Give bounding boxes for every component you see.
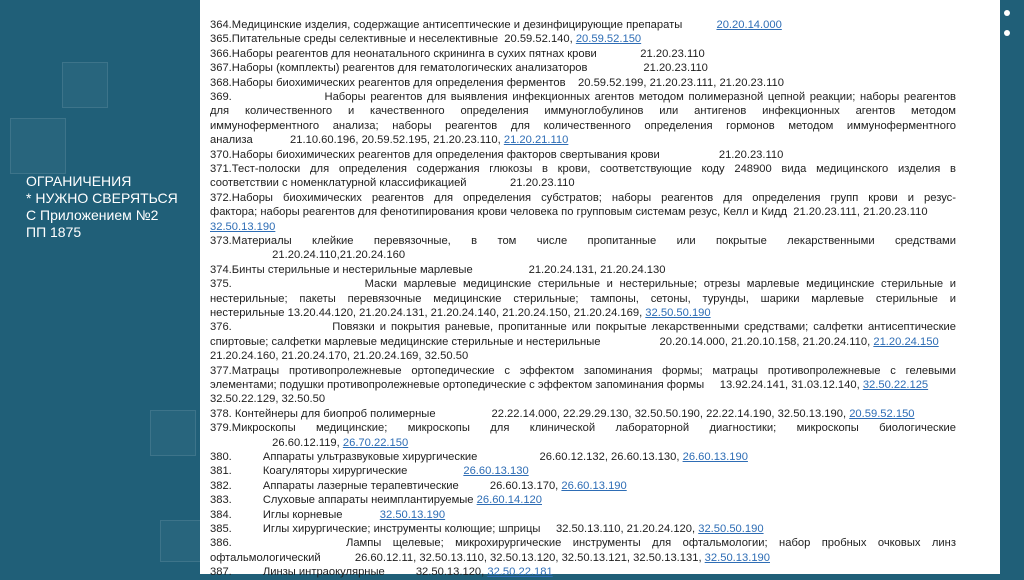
restrictions-note-line: ПП 1875 xyxy=(26,224,82,240)
document-text xyxy=(210,18,956,580)
line-text: 383. Слуховые аппараты неимплантируемые xyxy=(210,494,477,507)
okpd2-code-link[interactable]: 26.70.22.150 xyxy=(342,436,409,449)
line-text: фактора; наборы реагентов для фенотипирования крови человека по групповым системам резус, Келл и Кидд 21.20.23.111, 21.20.23.110 xyxy=(210,206,928,219)
line-text: нестерильные; пакеты перевязочные медицинские стерильные; тампоны, сетоны, турунды, шарики марлевые стерильные и xyxy=(210,292,956,305)
okpd2-code-link[interactable]: 26.60.14.120 xyxy=(476,494,542,507)
document-line xyxy=(210,32,956,46)
okpd2-code-link[interactable]: 26.60.13.130 xyxy=(463,465,529,478)
document-line xyxy=(210,306,956,320)
line-text: 380. Аппараты ультразвуковые хирургические 26.60.12.132, 26.60.13.130, xyxy=(210,451,683,464)
line-text: 371.Тест-полоски для определения содержания глюкозы в крови, соответствующие коду 248900 вида медицинского изделия в xyxy=(210,163,956,176)
document-line xyxy=(210,392,956,406)
document-line xyxy=(210,421,956,435)
line-text: 385. Иглы хирургические; инструменты колющие; шприцы 32.50.13.110, 21.20.24.120, xyxy=(210,523,699,536)
document-line xyxy=(210,119,956,133)
document-line xyxy=(210,234,956,248)
line-text: офтальмологический 26.60.12.11, 32.50.13.110, 32.50.13.120, 32.50.13.121, 32.50.13.131, xyxy=(210,551,705,564)
restrictions-note-line: ОГРАНИЧЕНИЯ xyxy=(26,173,132,189)
line-text: анализа 21.10.60.196, 20.59.52.195, 21.20.23.110, xyxy=(210,134,504,147)
okpd2-code-link[interactable]: 32.50.22.125 xyxy=(862,379,929,391)
line-text: 21.20.24.160, 21.20.24.170, 21.20.24.169, 32.50.50 xyxy=(210,350,469,363)
line-text: спиртовые; салфетки марлевые медицинские стерильные и нестерильные 20.20.14.000, 21.20.10.158, 21.20.24.110, xyxy=(210,335,874,348)
restrictions-note-line: * НУЖНО СВЕРЯТЬСЯ xyxy=(26,190,178,206)
line-text: 386. Лампы щелевые; микрохирургические инструменты для офтальмологии; набор пробных очковых линз xyxy=(210,537,956,550)
document-line xyxy=(210,76,956,90)
document-line xyxy=(210,378,956,392)
line-text: 365.Питательные среды селективные и неселективные 20.59.52.140, xyxy=(210,33,576,46)
line-text: 375. Маски марлевые медицинские стерильные и нестерильные; отрезы марлевые медицинские стерильные и xyxy=(210,278,956,291)
restrictions-note xyxy=(26,173,196,241)
document-line xyxy=(210,191,956,205)
okpd2-code-link[interactable]: 26.60.13.190 xyxy=(561,479,627,492)
okpd2-code-link[interactable]: 20.20.14.000 xyxy=(716,19,782,31)
okpd2-code-link[interactable]: 20.59.52.150 xyxy=(849,407,915,420)
line-text: 370.Наборы биохимических реагентов для определения факторов свертывания крови 21.20.23.110 xyxy=(210,148,784,161)
document-line xyxy=(210,248,956,262)
left-panel xyxy=(0,0,200,574)
document-line xyxy=(210,349,956,363)
document-line xyxy=(210,407,956,421)
document-line xyxy=(210,551,956,565)
okpd2-code-link[interactable]: 32.50.13.190 xyxy=(210,220,276,233)
document-line xyxy=(210,133,956,147)
document-line xyxy=(210,18,956,32)
line-text: 377.Матрацы противопролежневые ортопедические с эффектом запоминания формы; матрацы противопролежневые с гелевыми xyxy=(210,364,956,377)
document-line xyxy=(210,508,956,522)
okpd2-code-link[interactable]: 32.50.22.181 xyxy=(487,566,553,579)
document-line xyxy=(210,104,956,118)
dot-grid-decoration xyxy=(944,10,1016,50)
document-line xyxy=(210,436,956,450)
line-text: 366.Наборы реагентов для неонатального скрининга в сухих пятнах крови 21.20.23.110 xyxy=(210,47,705,60)
line-text: элементами; подушки противопролежневые ортопедические с эффектом запоминания формы 13.92.24.141, 31.03.12.140, xyxy=(210,379,863,391)
document-line xyxy=(210,522,956,536)
line-text: 384. Иглы корневые xyxy=(210,508,380,521)
line-text: соответствии с номенклатурной классификацией 21.20.23.110 xyxy=(210,177,575,190)
okpd2-code-link[interactable]: 32.50.13.190 xyxy=(379,508,446,521)
document-line xyxy=(210,205,956,219)
line-text: 374.Бинты стерильные и нестерильные марлевые 21.20.24.131, 21.20.24.130 xyxy=(210,263,666,276)
line-text: 368.Наборы биохимических реагентов для определения ферментов 20.59.52.199, 21.20.23.111, 21.20.23.110 xyxy=(210,76,784,89)
restrictions-note-line: С Приложением №2 xyxy=(26,207,159,223)
document-line xyxy=(210,536,956,550)
document-line xyxy=(210,464,956,478)
document-line xyxy=(210,565,956,579)
line-text: 379.Микроскопы медицинские; микроскопы для клинической лабораторной диагностики; микроскопы биологические xyxy=(210,422,956,435)
document-line xyxy=(210,90,956,104)
okpd2-code-link[interactable]: 21.20.21.110 xyxy=(503,134,569,147)
okpd2-code-link[interactable]: 32.50.50.190 xyxy=(698,523,764,536)
line-text: 376. Повязки и покрытия раневые, пропитанные или покрытые лекарственными средствами; салфетки антисептические xyxy=(210,321,956,334)
document-line xyxy=(210,220,956,234)
document-line xyxy=(210,493,956,507)
document-line xyxy=(210,479,956,493)
line-text: 387. Линзы интраокулярные 32.50.13.120, xyxy=(210,566,488,579)
line-text: 378. Контейнеры для биопроб полимерные 22.22.14.000, 22.29.29.130, 32.50.50.190, 22.22.14.190, 32.50.13.190, xyxy=(210,407,850,420)
document-line xyxy=(210,263,956,277)
line-text: 369. Наборы реагентов для выявления инфекционных агентов методом полимеразной цепной реакции; наборы реагентов xyxy=(210,91,956,104)
okpd2-code-link[interactable]: 32.50.13.190 xyxy=(704,551,770,564)
document-line xyxy=(210,320,956,334)
okpd2-code-link[interactable]: 21.20.24.150 xyxy=(873,335,939,348)
line-text: 367.Наборы (комплекты) реагентов для гематологических анализаторов 21.20.23.110 xyxy=(210,62,708,75)
okpd2-code-link[interactable]: 26.60.13.190 xyxy=(682,451,748,464)
document-line xyxy=(210,292,956,306)
line-text: 382. Аппараты лазерные терапевтические 26.60.13.170, xyxy=(210,479,562,492)
decorative-square xyxy=(10,118,66,174)
document-line xyxy=(210,47,956,61)
document-page xyxy=(200,0,1000,579)
line-text: 26.60.12.119, xyxy=(210,436,343,449)
document-line xyxy=(210,277,956,291)
line-text: 21.20.24.110,21.20.24.160 xyxy=(210,249,406,262)
line-text: для количественного и качественного определения иммуноглобулинов или антигенов инфекционных агентов методом xyxy=(210,105,956,118)
line-text: иммуноферментного анализа; наборы реагентов для количественного определения гормонов методом иммуноферментного xyxy=(210,119,956,132)
okpd2-code-link[interactable]: 20.59.52.150 xyxy=(575,33,642,46)
document-line xyxy=(210,450,956,464)
document-line xyxy=(210,335,956,349)
okpd2-code-link[interactable]: 32.50.50.190 xyxy=(645,307,711,319)
line-text: 372.Наборы биохимических реагентов для определения субстратов; наборы реагентов для определения групп крови и резус- xyxy=(210,191,956,204)
line-text: 381. Коагуляторы хирургические xyxy=(210,465,464,478)
document-line xyxy=(210,61,956,75)
document-line xyxy=(210,148,956,162)
line-text: 373.Материалы клейкие перевязочные, в том числе пропитанные или покрытые лекарственными средствами xyxy=(210,235,956,248)
decorative-square xyxy=(160,520,202,562)
decorative-square xyxy=(62,62,108,108)
document-line xyxy=(210,364,956,378)
line-text: 364.Медицинские изделия, содержащие антисептические и дезинфицирующие препараты xyxy=(210,19,717,31)
decorative-square xyxy=(150,410,196,456)
document-line xyxy=(210,176,956,190)
line-text: 32.50.22.129, 32.50.50 xyxy=(210,393,326,406)
document-line xyxy=(210,162,956,176)
line-text: нестерильные 13.20.44.120, 21.20.24.131, 21.20.24.140, 21.20.24.150, 21.20.24.169, xyxy=(210,307,646,319)
